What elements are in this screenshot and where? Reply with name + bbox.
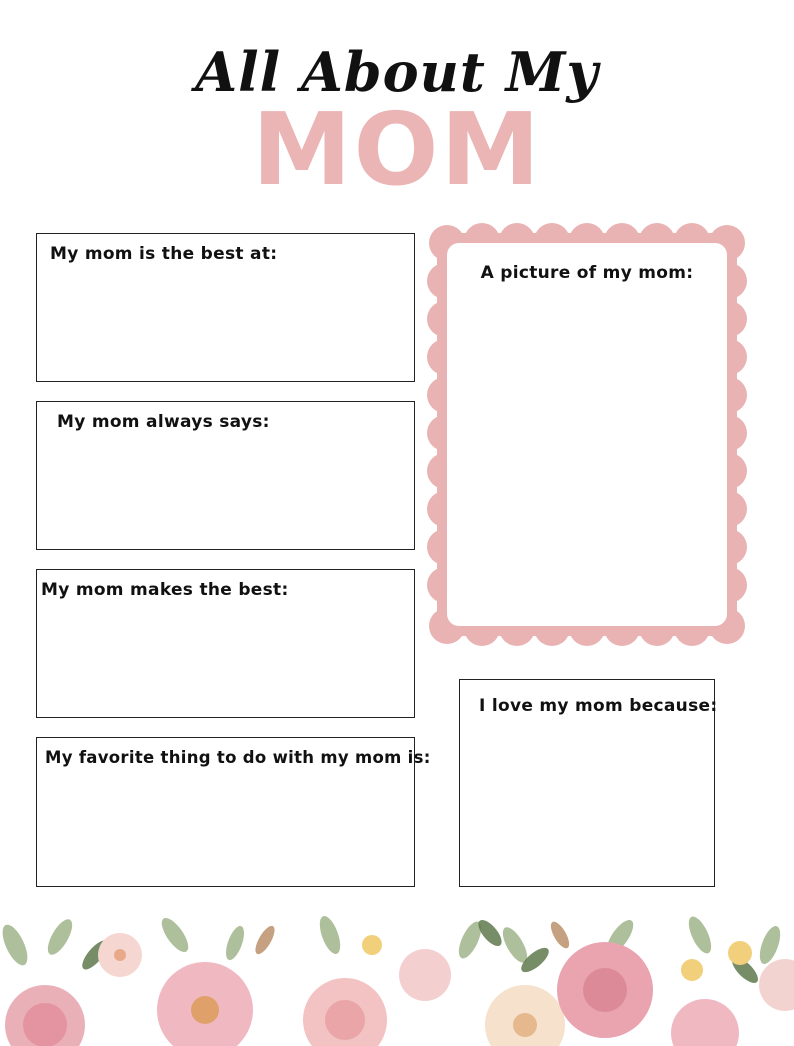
worksheet-big-title: MOM — [251, 91, 543, 208]
box-always-says-label: My mom always says: — [57, 412, 270, 432]
picture-area[interactable] — [447, 243, 727, 626]
box-makes-best-label: My mom makes the best: — [41, 580, 289, 600]
box-love-because-label: I love my mom because: — [479, 696, 718, 716]
picture-label: A picture of my mom: — [480, 263, 694, 283]
worksheet-script-title: All About My — [195, 40, 599, 104]
box-favorite-thing[interactable] — [36, 737, 431, 887]
watercolor-flowers-illustration — [0, 915, 794, 1046]
box-makes-best[interactable] — [36, 569, 415, 718]
floral-footer — [0, 915, 794, 1046]
box-best-at[interactable] — [36, 233, 415, 382]
box-love-because[interactable] — [459, 679, 718, 887]
box-best-at-label: My mom is the best at: — [50, 244, 278, 264]
box-favorite-thing-label: My favorite thing to do with my mom is: — [45, 748, 431, 767]
box-always-says[interactable] — [36, 401, 415, 550]
picture-frame[interactable] — [427, 223, 747, 646]
